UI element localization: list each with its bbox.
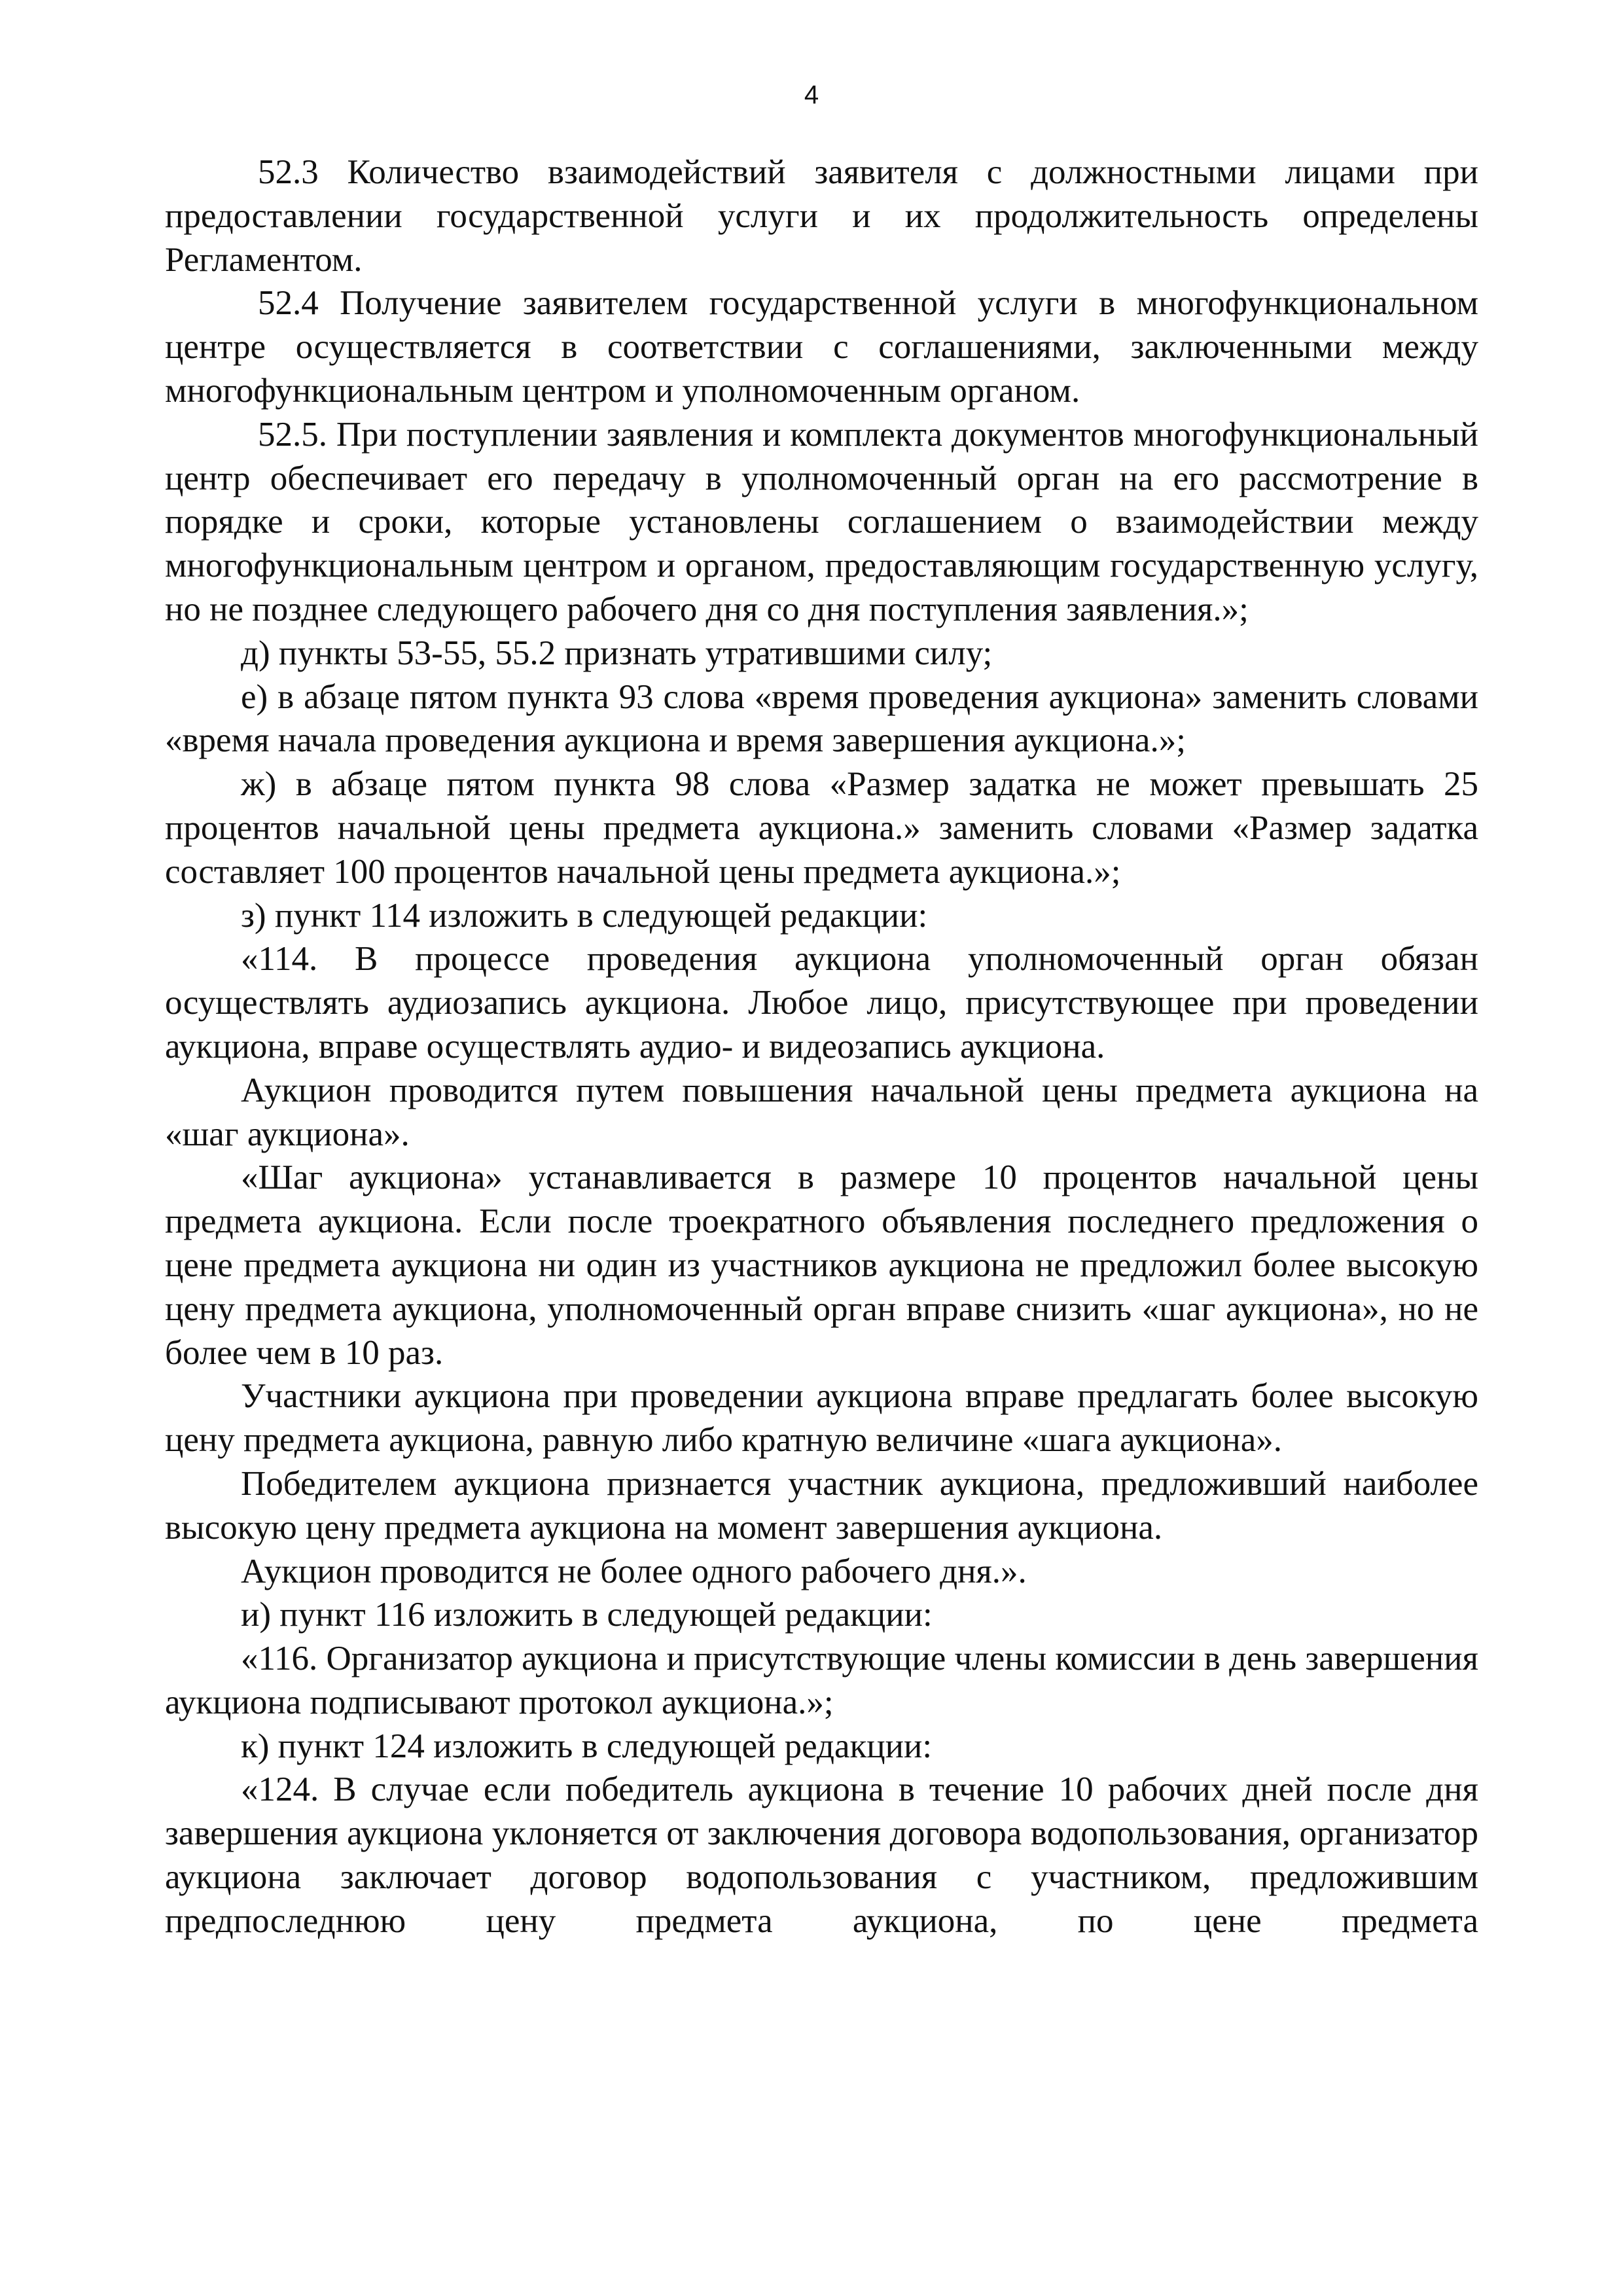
paragraph-item-d: д) пункты 53-55, 55.2 признать утратившими силу; — [241, 634, 993, 672]
paragraph-auction-winner: Победителем аукциона признается участник аукциона, предложивший наиболее высокую цену предмета аукциона на момент завершения аукциона. — [165, 1464, 1478, 1547]
paragraph-114: «114. В процессе проведения аукциона уполномоченный орган обязан осуществлять аудиозапись аукциона. Любое лицо, присутствующее при проведении аукциона, вправе осуществлять аудио- и видеозапись аукциона. — [165, 940, 1478, 1066]
paragraph-item-e: е) в абзаце пятом пункта 93 слова «время проведения аукциона» заменить словами «время начала проведения аукциона и время завершения аукциона.»; — [165, 677, 1478, 760]
paragraph-auction-participants: Участники аукциона при проведении аукциона вправе предлагать более высокую цену предмета аукциона, равную либо кратную величине «шага аукциона». — [165, 1377, 1478, 1460]
document-body — [165, 151, 1478, 1943]
paragraph-auction-method: Аукцион проводится путем повышения начальной цены предмета аукциона на «шаг аукциона». — [165, 1071, 1478, 1153]
paragraph-124: «124. В случае если победитель аукциона в течение 10 рабочих дней после дня завершения аукциона уклоняется от заключения договора водопользования, организатор аукциона заключает договор водопользования с участником, предложившим предпоследнюю цену предмета аукциона, по цене предмета — [165, 1770, 1478, 1940]
paragraph-52-4: 52.4 Получение заявителем государственной услуги в многофункциональном центре осуществляется в соответствии с соглашениями, заключенными между многофункциональным центром и уполномоченным органом. — [165, 284, 1478, 410]
paragraph-item-zh: ж) в абзаце пятом пункта 98 слова «Размер задатка не может превышать 25 процентов начальной цены предмета аукциона.» заменить словами «Размер задатка составляет 100 процентов начальной цены предмета аукциона.»; — [165, 765, 1478, 891]
paragraph-52-5: 52.5. При поступлении заявления и комплекта документов многофункциональный центр обеспечивает его передачу в уполномоченный орган на его рассмотрение в порядке и сроки, которые установлены соглашением о взаимодействии между многофункциональным центром и органом, предоставляющим государственную услугу, но не позднее следующего рабочего дня со дня поступления заявления.»; — [165, 415, 1478, 628]
paragraph-auction-step: «Шаг аукциона» устанавливается в размере 10 процентов начальной цены предмета аукциона. Если после троекратного объявления последнего предложения о цене предмета аукциона ни один из участников аукциона не предложил более высокую цену предмета аукциона, уполномоченный орган вправе снизить «шаг аукциона», но не более чем в 10 раз. — [165, 1158, 1478, 1372]
paragraph-item-k: к) пункт 124 изложить в следующей редакции: — [241, 1727, 933, 1765]
paragraph-item-i: и) пункт 116 изложить в следующей редакции: — [241, 1596, 933, 1634]
paragraph-52-3: 52.3 Количество взаимодействий заявителя с должностными лицами при предоставлении государственной услуги и их продолжительность определены Регламентом. — [165, 153, 1478, 279]
page-number: 4 — [804, 81, 819, 109]
paragraph-116: «116. Организатор аукциона и присутствующие члены комиссии в день завершения аукциона подписывают протокол аукциона.»; — [165, 1640, 1478, 1721]
paragraph-auction-duration: Аукцион проводится не более одного рабочего дня.». — [241, 1552, 1027, 1590]
paragraph-item-z: з) пункт 114 изложить в следующей редакции: — [241, 896, 928, 935]
